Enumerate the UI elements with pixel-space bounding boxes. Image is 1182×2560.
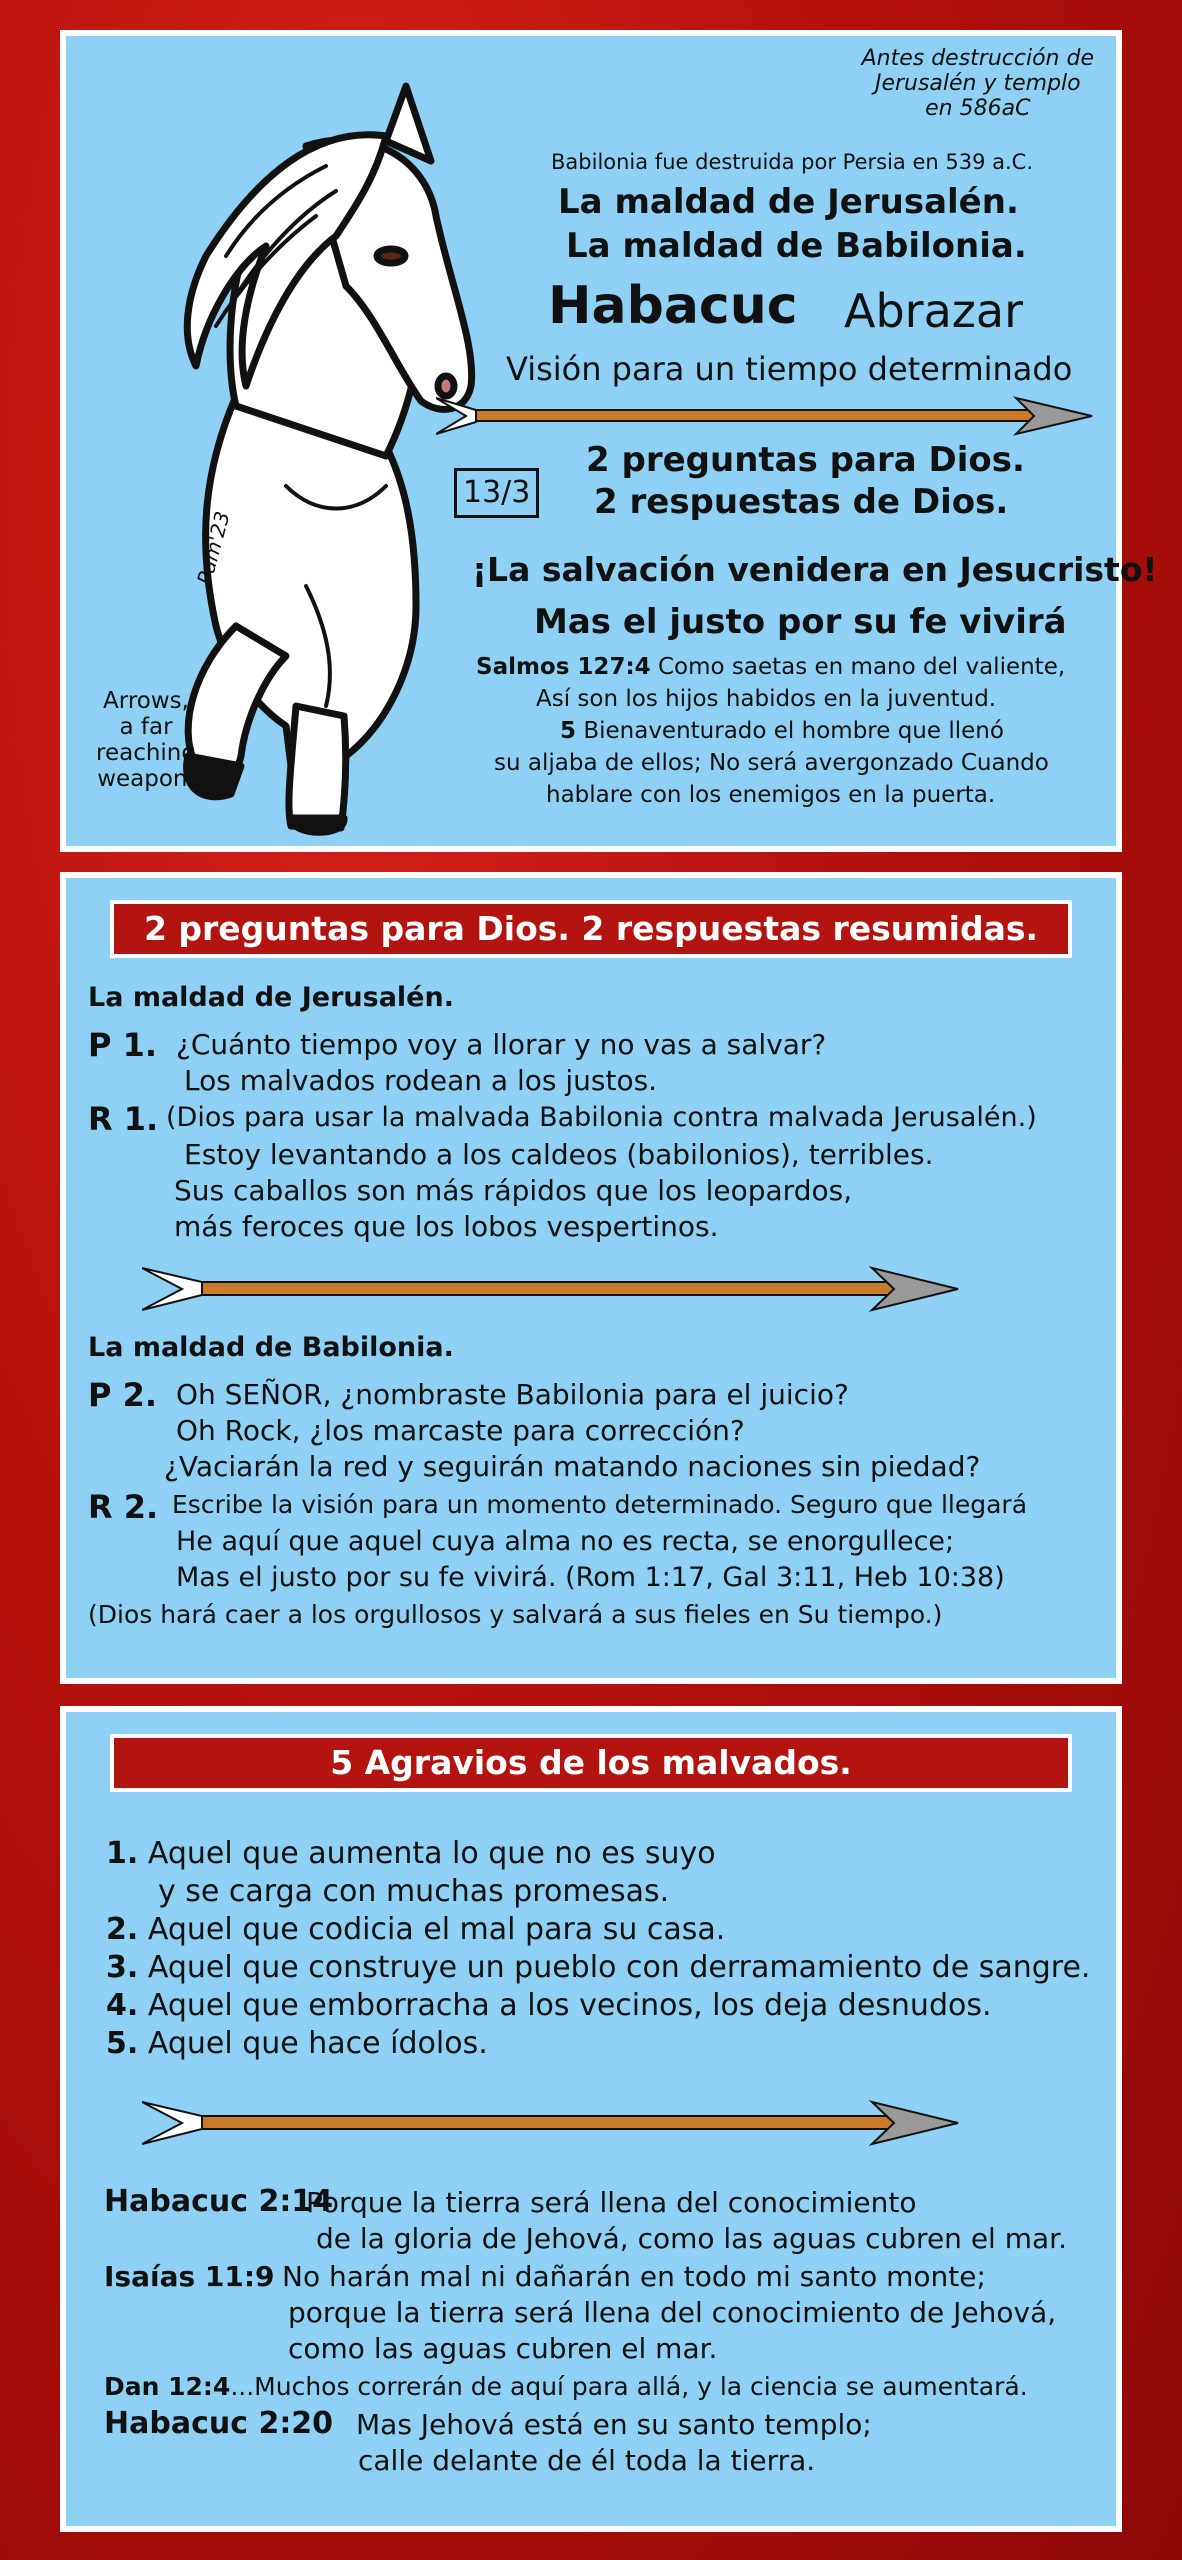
answer-label: R 2. (88, 1488, 159, 1526)
question-text: Oh SEÑOR, ¿nombraste Babilonia para el juicio? (176, 1378, 849, 1411)
respuestas-line: 2 respuestas de Dios. (594, 482, 1009, 522)
grievance-text: Aquel que aumenta lo que no es suyo (147, 1836, 716, 1871)
answer-text: más feroces que los lobos vespertinos. (174, 1210, 719, 1243)
answer-text: Estoy levantando a los caldeos (babilonios), terribles. (184, 1138, 934, 1171)
maldad-babilonia: La maldad de Babilonia. (566, 226, 1027, 266)
scripture-text: porque la tierra será llena del conocimiento de Jehová, (288, 2296, 1057, 2329)
scripture-text: calle delante de él toda la tierra. (358, 2444, 816, 2477)
vision-line: Visión para un tiempo determinado (506, 350, 1073, 388)
question-label: P 2. (88, 1376, 158, 1414)
answer-text: (Dios para usar la malvada Babilonia contra malvada Jerusalén.) (166, 1102, 1037, 1133)
arrows-note-line: weapon. (97, 766, 195, 792)
questions-banner: 2 preguntas para Dios. 2 respuestas resumidas. (110, 900, 1072, 958)
grievance-text: y se carga con muchas promesas. (158, 1874, 670, 1909)
grievance-text: Aquel que construye un pueblo con derramamiento de sangre. (147, 1950, 1091, 1985)
section-heading: La maldad de Jerusalén. (88, 982, 454, 1013)
grievance-num: 1. (106, 1836, 139, 1871)
question-text: Los malvados rodean a los justos. (184, 1064, 658, 1097)
scripture-text: como las aguas cubren el mar. (288, 2332, 718, 2365)
scripture-text: de la gloria de Jehová, como las aguas cubren el mar. (316, 2222, 1068, 2255)
date-note-line: Antes destrucción de (861, 46, 1094, 71)
book-title: Habacuc (548, 276, 798, 336)
answer-label: R 1. (88, 1100, 159, 1138)
arrow-icon (436, 394, 1096, 438)
justo-line: Mas el justo por su fe vivirá (534, 602, 1067, 642)
grievance-text: Aquel que codicia el mal para su casa. (147, 1912, 726, 1947)
signature: Pam'23 (192, 508, 235, 588)
salvacion-line: ¡La salvación venidera en Jesucristo! (472, 550, 1158, 589)
verse5-line (560, 718, 1004, 744)
grievance-item (106, 1836, 716, 1871)
date-note (862, 46, 1094, 121)
section-heading: La maldad de Babilonia. (88, 1332, 454, 1363)
scripture-ref: Habacuc 2:14 (104, 2184, 334, 2219)
date-note-line: en 586aC (925, 96, 1031, 121)
book-meaning: Abrazar (844, 284, 1024, 338)
salmos-ref: Salmos 127:4 (476, 654, 651, 680)
persia-note: Babilonia fue destruida por Persia en 539 a.C. (551, 150, 1034, 174)
grievance-text: Aquel que hace ídolos. (147, 2026, 488, 2061)
answer-text: (Dios hará caer a los orgullosos y salvará a sus fieles en Su tiempo.) (88, 1600, 943, 1629)
grievance-item (106, 2026, 488, 2061)
verse5-line: su aljaba de ellos; No será avergonzado Cuando (494, 750, 1049, 776)
grievances-banner: 5 Agravios de los malvados. (110, 1734, 1072, 1792)
grievances-panel (60, 1706, 1122, 2532)
grievance-item (106, 1912, 725, 1947)
arrows-note (86, 688, 206, 792)
grievance-text: Aquel que emborracha a los vecinos, los deja desnudos. (147, 1988, 992, 2023)
grievance-num: 4. (106, 1988, 139, 2023)
grievance-num: 2. (106, 1912, 139, 1947)
question-label: P 1. (88, 1026, 158, 1064)
scripture-line (104, 2372, 1028, 2401)
grievance-item (106, 1988, 992, 2023)
arrows-note-line: reaching (96, 740, 196, 766)
maldad-jerusalen: La maldad de Jerusalén. (558, 182, 1019, 222)
chapter-verse-tag: 13/3 (454, 468, 539, 518)
grievance-item (106, 1950, 1090, 1985)
question-text: Oh Rock, ¿los marcaste para corrección? (176, 1414, 745, 1447)
verse5-num: 5 (560, 718, 577, 744)
scripture-ref: Habacuc 2:20 (104, 2406, 334, 2441)
arrow-icon (142, 1264, 962, 1314)
verse5-line: hablare con los enemigos en la puerta. (546, 782, 996, 808)
scripture-text: Porque la tierra será llena del conocimiento (306, 2186, 917, 2219)
scripture-text: No harán mal ni dañarán en todo mi santo monte; (282, 2260, 986, 2293)
arrow-icon (142, 2098, 962, 2148)
date-note-line: Jerusalén y templo (874, 71, 1081, 96)
answer-text: Escribe la visión para un momento determinado. Seguro que llegará (172, 1490, 1028, 1519)
arrows-note-line: Arrows, (103, 688, 189, 714)
verse5-text: Bienaventurado el hombre que llenó (583, 718, 1004, 744)
scripture-ref: Dan 12:4 (104, 2372, 231, 2401)
preguntas-line: 2 preguntas para Dios. (586, 440, 1025, 480)
answer-text: He aquí que aquel cuya alma no es recta, se enorgullece; (176, 1526, 955, 1557)
salmos-line: Como saetas en mano del valiente, (657, 654, 1066, 680)
arrows-note-line: a far (119, 714, 173, 740)
scripture-ref: Isaías 11:9 (104, 2260, 275, 2293)
question-text: ¿Vaciarán la red y seguirán matando naciones sin piedad? (164, 1450, 981, 1483)
question-text: ¿Cuánto tiempo voy a llorar y no vas a salvar? (176, 1028, 827, 1061)
scripture-text: ...Muchos correrán de aquí para allá, y la ciencia se aumentará. (230, 2372, 1028, 2401)
salmos-line: Así son los hijos habidos en la juventud. (536, 686, 997, 712)
grievance-num: 3. (106, 1950, 139, 1985)
salmos-verse (476, 654, 1065, 680)
answer-text: Mas el justo por su fe vivirá. (Rom 1:17, Gal 3:11, Heb 10:38) (176, 1562, 1005, 1593)
questions-panel (60, 872, 1122, 1684)
scripture-text: Mas Jehová está en su santo templo; (356, 2408, 872, 2441)
intro-panel (60, 30, 1158, 852)
answer-text: Sus caballos son más rápidos que los leopardos, (174, 1174, 853, 1207)
grievance-num: 5. (106, 2026, 139, 2061)
